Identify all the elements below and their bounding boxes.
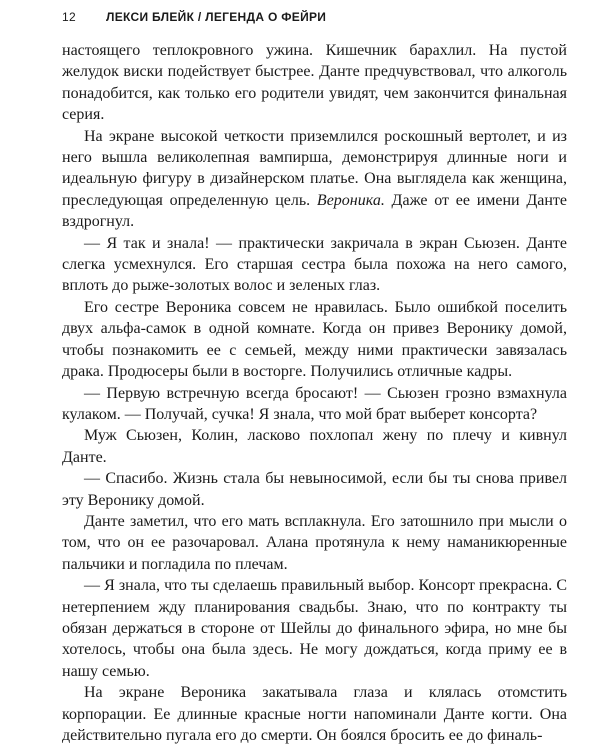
page-header — [62, 10, 560, 30]
paragraph: — Первую встречную всегда бросают! — Сьюзен грозно взмахнула кулаком. — Получай, сучка! Я знала, что мой брат выберет консорта? — [62, 384, 567, 423]
paragraph: настоящего теплокровного ужина. Кишечник барахлил. На пустой желудок виски подействует быстрее. Данте предчувствовал, что алкоголь понадобится, как только его родители увидят, чем закончится финальная серия. — [62, 42, 567, 124]
paragraph: — Спасибо. Жизнь стала бы невыносимой, если бы ты снова привел эту Веронику домой. — [62, 470, 567, 509]
emphasized-name: Вероника. — [316, 191, 385, 209]
paragraph: — Я так и знала! — практически закричала в экран Сьюзен. Данте слегка усмехнулся. Его старшая сестра была похожа на него самого, вплоть до рыже-золотых волос и зеленых глаз. — [62, 234, 567, 295]
paragraph: — Я знала, что ты сделаешь правильный выбор. Консорт прекрасна. С нетерпением жду планирования свадьбы. Знаю, что по контракту ты обязан держаться в стороне от Шейлы до финального эфира, но мне бы хотелось, чтобы она была здесь. Не могу дождаться, когда приму ее в нашу семью. — [62, 577, 567, 680]
paragraph: Муж Сьюзен, Колин, ласково похлопал жену по плечу и кивнул Данте. — [62, 427, 567, 466]
paragraph-text: На экране высокой четкости приземлился роскошный вертолет, и из него вышла великолепная вампирша, демонстрируя длинные ноги и идеальную фигуру в дизайнерском платье. Она выглядела как женщина, преследующая определенную цель. — [62, 127, 567, 209]
paragraph: На экране Вероника закатывала глаза и клялась отомстить корпорации. Ее длинные красные ногти напоминали Данте когти. Она действительно пугала его до смерти. Он боялся бросить ее до финаль- — [62, 684, 567, 744]
running-head: ЛЕКСИ БЛЕЙК / ЛЕГЕНДА О ФЕЙРИ — [106, 10, 327, 24]
paragraph-text: Даже от ее имени Данте вздрогнул. — [62, 191, 568, 231]
body-text — [62, 40, 567, 746]
paragraph: Данте заметил, что его мать всплакнула. Его затошнило при мысли о том, что он ее разочаровал. Алана протянула к нему наманикюренные пальчики и погладила по плечам. — [62, 512, 567, 573]
paragraph: Его сестре Вероника совсем не нравилась. Было ошибкой поселить двух альфа-самок в одной комнате. Когда он привез Веронику домой, чтобы познакомить ее с семьей, между ними практически завязалась драка. Продюсеры были в восторге. Получились отличные кадры. — [62, 298, 567, 381]
paragraph — [62, 126, 567, 233]
page-number: 12 — [62, 10, 76, 24]
